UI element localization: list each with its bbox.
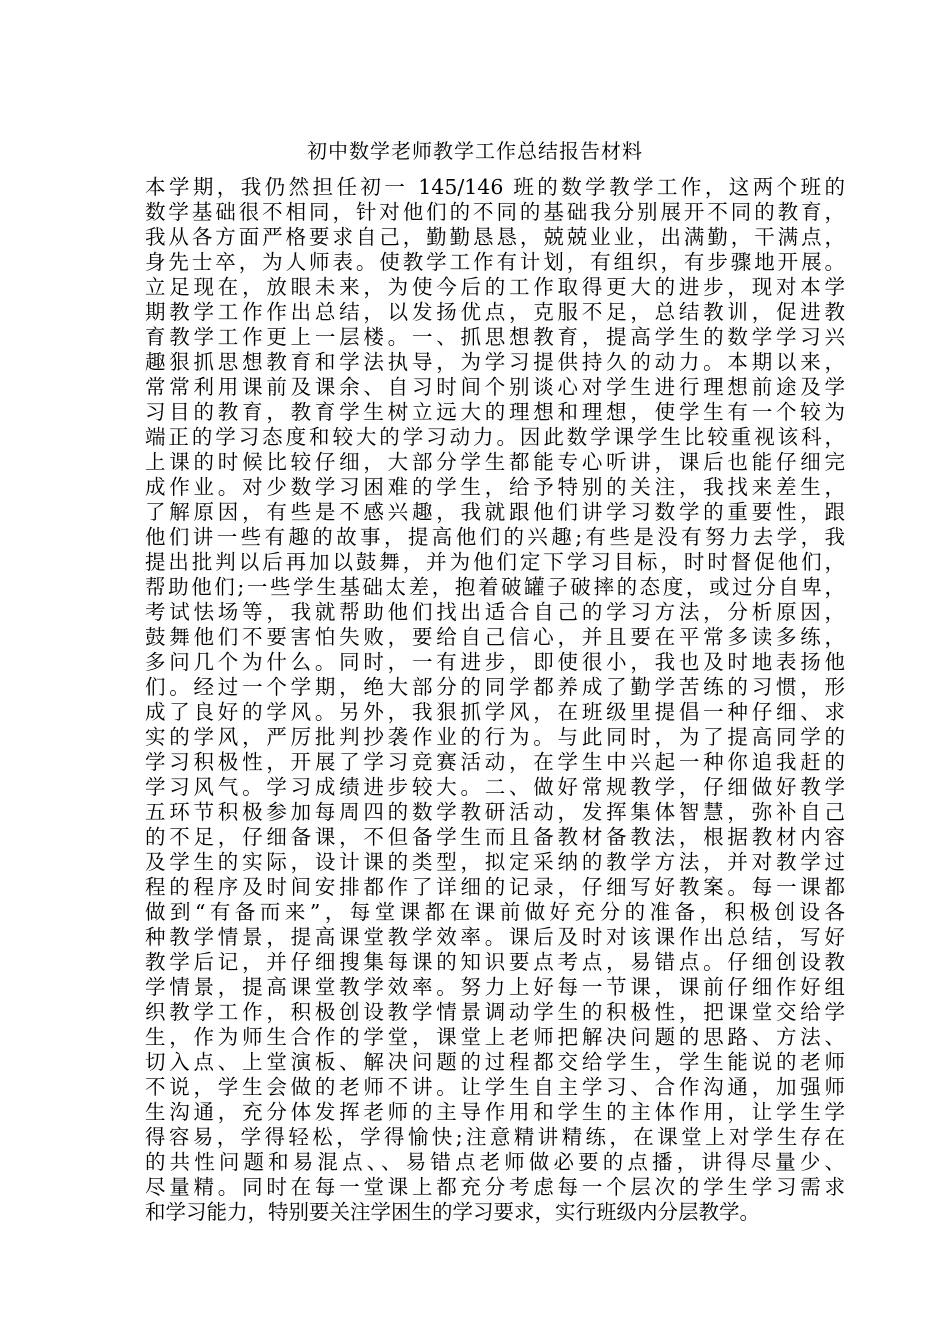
body-line: 学习风气。学习成绩进步较大。二、做好常规教学，仔细做好教学 (145, 775, 845, 799)
body-line: 和学习能力，特别要关注学困生的学习要求，实行班级内分层教学。 (145, 1200, 760, 1224)
body-line: 成了良好的学风。另外，我狠抓学风，在班级里提倡一种仔细、求 (145, 700, 845, 724)
body-line: 做到“有备而来”，每堂课都在课前做好充分的准备，积极创设各 (145, 900, 845, 924)
body-line: 学情景，提高课堂教学效率。努力上好每一节课，课前仔细作好组 (145, 975, 845, 999)
body-line: 立足现在，放眼未来，为使今后的工作取得更大的进步，现对本学 (145, 275, 845, 299)
body-line: 趣狠抓思想教育和学法执导，为学习提供持久的动力。本期以来， (145, 350, 845, 374)
body-line: 尽量精。同时在每一堂课上都充分考虑每一个层次的学生学习需求 (145, 1175, 845, 1199)
document-title: 初中数学老师教学工作总结报告材料 (307, 139, 643, 163)
body-line: 我从各方面严格要求自己，勤勤恳恳，兢兢业业，出满勤，干满点， (145, 225, 845, 249)
body-line: 鼓舞他们不要害怕失败，要给自己信心，并且要在平常多读多练， (145, 625, 845, 649)
body-line: 实的学风，严厉批判抄袭作业的行为。与此同时，为了提高同学的 (145, 725, 845, 749)
body-line: 教学后记，并仔细搜集每课的知识要点考点，易错点。仔细创设教 (145, 950, 845, 974)
body-line: 数学基础很不相同，针对他们的不同的基础我分别展开不同的教育， (145, 200, 845, 224)
body-line: 织教学工作，积极创设教学情景调动学生的积极性，把课堂交给学 (145, 1000, 845, 1024)
body-line: 习目的教育，教育学生树立远大的理想和理想，使学生有一个较为 (145, 400, 845, 424)
body-line: 期教学工作作出总结，以发扬优点，克服不足，总结教训，促进教 (145, 300, 845, 324)
body-line: 多问几个为什么。同时，一有进步，即使很小，我也及时地表扬他 (145, 650, 845, 674)
body-line: 上课的时候比较仔细，大部分学生都能专心听讲，课后也能仔细完 (145, 450, 845, 474)
body-line: 生，作为师生合作的学堂，课堂上老师把解决问题的思路、方法、 (145, 1025, 845, 1049)
body-line: 五环节积极参加每周四的数学教研活动，发挥集体智慧，弥补自己 (145, 800, 845, 824)
body-line: 不说，学生会做的老师不讲。让学生自主学习、合作沟通，加强师 (145, 1075, 845, 1099)
body-line: 程的程序及时间安排都作了详细的记录，仔细写好教案。每一课都 (145, 875, 845, 899)
body-line: 身先士卒，为人师表。使教学工作有计划，有组织，有步骤地开展。 (145, 250, 845, 274)
body-line: 他们讲一些有趣的故事，提高他们的兴趣;有些是没有努力去学，我 (145, 525, 845, 549)
body-line: 考试怯场等，我就帮助他们找出适合自己的学习方法，分析原因， (145, 600, 845, 624)
body-line: 提出批判以后再加以鼓舞，并为他们定下学习目标，时时督促他们， (145, 550, 845, 574)
body-line: 切入点、上堂演板、解决问题的过程都交给学生，学生能说的老师 (145, 1050, 845, 1074)
body-line: 的共性问题和易混点、、易错点老师做必要的点播，讲得尽量少、 (145, 1150, 845, 1174)
document-body (145, 175, 845, 1225)
body-line: 常常利用课前及课余、自习时间个别谈心对学生进行理想前途及学 (145, 375, 845, 399)
body-line: 帮助他们;一些学生基础太差，抱着破罐子破摔的态度，或过分自卑， (145, 575, 845, 599)
body-line: 端正的学习态度和较大的学习动力。因此数学课学生比较重视该科， (145, 425, 845, 449)
body-line: 本学期，我仍然担任初一 145/146 班的数学教学工作，这两个班的 (145, 175, 845, 199)
body-line: 了解原因，有些是不感兴趣，我就跟他们讲学习数学的重要性，跟 (145, 500, 845, 524)
body-line: 及学生的实际，设计课的类型，拟定采纳的教学方法，并对教学过 (145, 850, 845, 874)
body-line: 生沟通，充分体发挥老师的主导作用和学生的主体作用，让学生学 (145, 1100, 845, 1124)
body-line: 们。经过一个学期，绝大部分的同学都养成了勤学苦练的习惯，形 (145, 675, 845, 699)
body-line: 得容易，学得轻松，学得愉快;注意精讲精练，在课堂上对学生存在 (145, 1125, 845, 1149)
body-line: 种教学情景，提高课堂教学效率。课后及时对该课作出总结，写好 (145, 925, 845, 949)
body-line: 的不足，仔细备课，不但备学生而且备教材备教法，根据教材内容 (145, 825, 845, 849)
body-line: 成作业。对少数学习困难的学生，给予特别的关注，我找来差生， (145, 475, 845, 499)
body-line: 学习积极性，开展了学习竞赛活动，在学生中兴起一种你追我赶的 (145, 750, 845, 774)
body-line: 育教学工作更上一层楼。一、抓思想教育，提高学生的数学学习兴 (145, 325, 845, 349)
